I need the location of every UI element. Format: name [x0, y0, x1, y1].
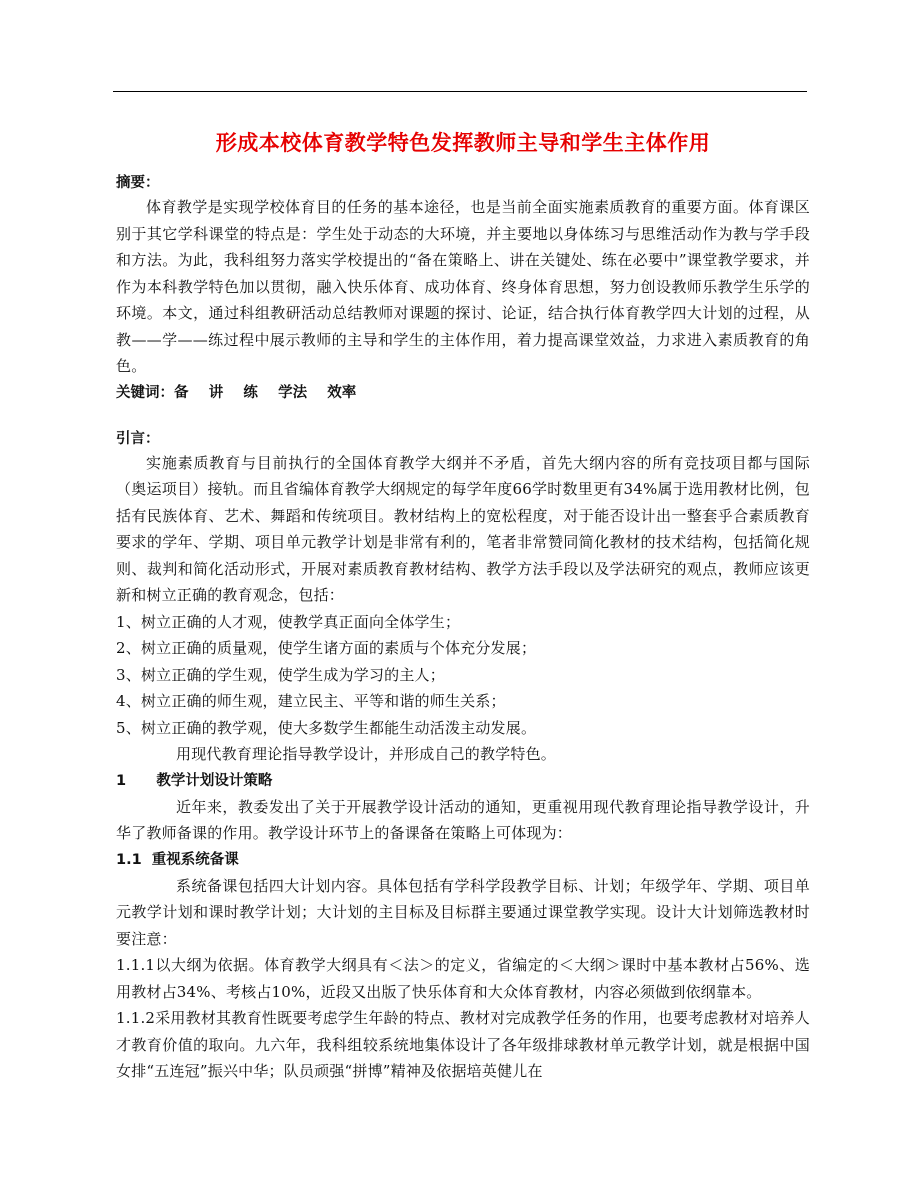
keywords-line: 关键词：备 讲 练 学法 效率	[116, 384, 357, 401]
section-heading-1-1: 1.1 重视系统备课	[116, 851, 239, 868]
list-item: 2、树立正确的质量观，使学生诸方面的素质与个体充分发展；	[116, 639, 537, 657]
list-item: 4、树立正确的师生观，建立民主、平等和谐的师生关系；	[116, 692, 506, 710]
abstract-text: 体育教学是实现学校体育目的任务的基本途径，也是当前全面实施素质教育的重要方面。体育课区别于其它学科课堂的特点是：学生处于动态的大环境，并主要地以身体练习与思维活动作为教与学手段和方法。为此，我科组努力落实学校提出的“备在策略上、讲在关键处、练在必要中”课堂教学要求，并作为本科教学特色加以贯彻，融入快乐体育、成功体育、终身体育思想，努力创设教师乐教学生乐学的环境。本文，通过科组教研活动总结教师对课题的探讨、论证，结合执行体育教学四大计划的过程，从教——学——练过程中展示教师的主导和学生的主体作用，着力提高课堂效益，力求进入素质教育的角色。	[116, 198, 810, 375]
header-rule	[113, 91, 807, 92]
spacer	[116, 406, 810, 428]
list-item: 5、树立正确的教学观，使大多数学生都能生动活泼主动发展。	[116, 718, 537, 737]
paragraph-1-1-1: 1.1.1以大纲为依据。体育教学大纲具有＜法＞的定义，省编定的＜大纲＞课时中基本教材占56%、选用教材占34%、考核占10%，近段又出版了快乐体育和大众体育教材，内容必须做到依纲靠本。	[116, 956, 810, 1001]
list-item: 3、树立正确的学生观，使学生成为学习的主人；	[116, 665, 445, 684]
section1-paragraph: 近年来，教委发出了关于开展教学设计活动的通知，更重视用现代教育理论指导教学设计，升华了教师备课的作用。教学设计环节上的备课备在策略上可体现为：	[116, 797, 810, 842]
abstract-label: 摘要：	[116, 175, 160, 191]
intro-label: 引言：	[116, 430, 160, 447]
section-heading-1: 1 教学计划设计策略	[116, 772, 273, 789]
list-item: 1、树立正确的人才观，使教学真正面向全体学生；	[116, 612, 461, 631]
intro-paragraph: 实施素质教育与目前执行的全国体育教学大纲并不矛盾，首先大纲内容的所有竞技项目都与国际（奥运项目）接轨。而且省编体育教学大纲规定的每学年度66学时数里更有34%属于选用教材比例，包括有民族体育、艺术、舞蹈和传统项目。教材结构上的宽松程度，对于能否设计出一整套乎合素质教育要求的学年、学期、项目单元教学计划是非常有利的，笔者非常赞同简化教材的技术结构，包括简化规则、裁判和简化活动形式，开展对素质教育教材结构、教学方法手段以及学法研究的观点，教师应该更新和树立正确的教育观念，包括：	[116, 453, 810, 604]
section1-1-paragraph: 系统备课包括四大计划内容。具体包括有学科学段教学目标、计划；年级学年、学期、项目单元教学计划和课时教学计划；大计划的主目标及目标群主要通过课堂教学实现。设计大计划筛选教材时要注意：	[116, 876, 810, 948]
principles-list	[116, 609, 810, 742]
intro-closing: 用现代教育理论指导教学设计，并形成自己的教学特色。	[176, 745, 557, 763]
paragraph-1-1-2: 1.1.2采用教材其教育性既要考虑学生年龄的特点、教材对完成教学任务的作用，也要考虑教材对培养人才教育价值的取向。九六年，我科组较系统地集体设计了各年级排球教材单元教学计划，就是根据中国女排“五连冠”振兴中华；队员顽强“拼博”精神及依据培英健儿在	[116, 1009, 810, 1080]
document-body	[116, 126, 810, 1085]
document-title: 形成本校体育教学特色发挥教师主导和学生主体作用	[215, 131, 711, 155]
